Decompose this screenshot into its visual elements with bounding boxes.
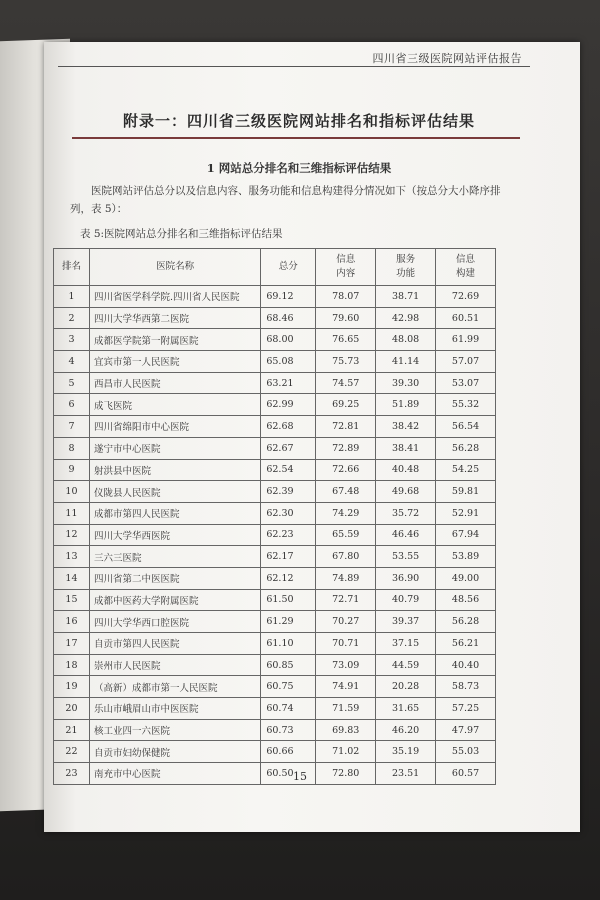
cell-service-function: 51.89 [376, 394, 436, 416]
cell-hospital-name: 四川省绵阳市中心医院 [89, 416, 260, 438]
cell-service-function: 35.19 [376, 741, 436, 763]
cell-info-content: 78.07 [316, 286, 376, 308]
cell-rank: 7 [54, 416, 90, 438]
cell-rank: 13 [54, 546, 90, 568]
cell-total-score: 61.10 [261, 633, 316, 655]
cell-info-build: 57.25 [436, 698, 496, 720]
cell-info-build: 56.21 [436, 633, 496, 655]
cell-info-build: 55.03 [436, 741, 496, 763]
section-title: 1 网站总分排名和三维指标评估结果 [206, 161, 392, 175]
cell-info-content: 67.80 [316, 546, 376, 568]
cell-info-build: 55.32 [436, 394, 496, 416]
header-service-function [376, 249, 436, 286]
cell-rank: 3 [54, 329, 90, 351]
header-hospital-name: 医院名称 [89, 249, 260, 286]
cell-total-score: 60.73 [261, 719, 316, 741]
cell-rank: 5 [54, 372, 90, 394]
cell-service-function: 31.65 [376, 698, 436, 720]
cell-info-content: 72.71 [316, 589, 376, 611]
cell-service-function: 39.30 [376, 372, 436, 394]
cell-rank: 11 [54, 502, 90, 524]
cell-service-function: 49.68 [376, 481, 436, 503]
cell-service-function: 35.72 [376, 502, 436, 524]
table-row [54, 589, 496, 611]
table-row [54, 502, 496, 524]
cell-info-build: 48.56 [436, 589, 496, 611]
cell-info-content: 74.29 [316, 502, 376, 524]
cell-hospital-name: 成都市第四人民医院 [89, 502, 260, 524]
cell-hospital-name: 崇州市人民医院 [89, 654, 260, 676]
cell-rank: 20 [54, 698, 90, 720]
cell-total-score: 62.99 [261, 394, 316, 416]
cell-info-content: 72.81 [316, 416, 376, 438]
cell-service-function: 39.37 [376, 611, 436, 633]
table-row [54, 307, 496, 329]
cell-info-build: 57.07 [436, 351, 496, 373]
cell-hospital-name: 仪陇县人民医院 [89, 481, 260, 503]
cell-info-content: 76.65 [316, 329, 376, 351]
cell-total-score: 68.46 [261, 307, 316, 329]
table-row [54, 286, 496, 308]
cell-service-function: 42.98 [376, 307, 436, 329]
cell-info-content: 69.83 [316, 719, 376, 741]
header-rank: 排名 [54, 249, 90, 286]
cell-info-build: 53.07 [436, 372, 496, 394]
cell-rank: 16 [54, 611, 90, 633]
cell-info-build: 49.00 [436, 567, 496, 589]
cell-service-function: 40.48 [376, 459, 436, 481]
table-row [54, 654, 496, 676]
table-body [54, 286, 496, 785]
cell-rank: 2 [54, 307, 90, 329]
cell-service-function: 46.20 [376, 719, 436, 741]
cell-service-function: 38.71 [376, 286, 436, 308]
cell-total-score: 62.12 [261, 567, 316, 589]
cell-service-function: 37.15 [376, 633, 436, 655]
cell-hospital-name: 宜宾市第一人民医院 [89, 351, 260, 373]
cell-total-score: 61.50 [261, 589, 316, 611]
cell-service-function: 20.28 [376, 676, 436, 698]
cell-info-build: 58.73 [436, 676, 496, 698]
cell-hospital-name: 自贡市第四人民医院 [89, 633, 260, 655]
cell-info-build: 61.99 [436, 329, 496, 351]
table-row [54, 676, 496, 698]
title-rule [72, 137, 520, 139]
cell-service-function: 53.55 [376, 546, 436, 568]
cell-total-score: 62.54 [261, 459, 316, 481]
cell-total-score: 60.66 [261, 741, 316, 763]
cell-hospital-name: 四川省第二中医医院 [89, 567, 260, 589]
cell-hospital-name: 核工业四一六医院 [89, 719, 260, 741]
cell-info-build: 40.40 [436, 654, 496, 676]
cell-hospital-name: 成都中医药大学附属医院 [89, 589, 260, 611]
cell-total-score: 60.50 [261, 763, 316, 785]
cell-info-build: 53.89 [436, 546, 496, 568]
cell-rank: 10 [54, 481, 90, 503]
running-header: 四川省三级医院网站评估报告 [372, 52, 522, 65]
cell-rank: 18 [54, 654, 90, 676]
table-row [54, 611, 496, 633]
cell-info-build: 56.28 [436, 611, 496, 633]
cell-rank: 8 [54, 437, 90, 459]
cell-info-content: 74.91 [316, 676, 376, 698]
table-row [54, 524, 496, 546]
table-row [54, 394, 496, 416]
cell-hospital-name: 成都医学院第一附属医院 [89, 329, 260, 351]
cell-total-score: 60.74 [261, 698, 316, 720]
cell-rank: 23 [54, 763, 90, 785]
table-row [54, 719, 496, 741]
cell-info-content: 69.25 [316, 394, 376, 416]
cell-info-content: 72.66 [316, 459, 376, 481]
header-build-line1: 信息 [456, 254, 476, 265]
cell-total-score: 62.39 [261, 481, 316, 503]
table-row [54, 416, 496, 438]
table-row [54, 372, 496, 394]
ranking-table [53, 248, 496, 785]
cell-rank: 6 [54, 394, 90, 416]
cell-info-build: 47.97 [436, 719, 496, 741]
table-row [54, 481, 496, 503]
header-info-build [436, 249, 496, 286]
cell-hospital-name: 成飞医院 [89, 394, 260, 416]
cell-info-build: 60.51 [436, 307, 496, 329]
cell-service-function: 48.08 [376, 329, 436, 351]
cell-hospital-name: 四川大学华西口腔医院 [89, 611, 260, 633]
table-row [54, 567, 496, 589]
cell-info-content: 67.48 [316, 481, 376, 503]
cell-hospital-name: 四川大学华西第二医院 [89, 307, 260, 329]
cell-info-content: 65.59 [316, 524, 376, 546]
table-row [54, 459, 496, 481]
header-info-content [316, 249, 376, 286]
page-number: 15 [293, 770, 307, 783]
cell-service-function: 41.14 [376, 351, 436, 373]
cell-service-function: 23.51 [376, 763, 436, 785]
cell-total-score: 65.08 [261, 351, 316, 373]
cell-info-build: 67.94 [436, 524, 496, 546]
cell-service-function: 38.41 [376, 437, 436, 459]
cell-service-function: 44.59 [376, 654, 436, 676]
header-info-line2: 内容 [336, 268, 356, 279]
cell-service-function: 40.79 [376, 589, 436, 611]
cell-info-content: 72.89 [316, 437, 376, 459]
header-rule [58, 66, 530, 67]
cell-info-content: 75.73 [316, 351, 376, 373]
cell-total-score: 62.30 [261, 502, 316, 524]
cell-hospital-name: （高新）成都市第一人民医院 [89, 676, 260, 698]
table-row [54, 437, 496, 459]
cell-total-score: 60.75 [261, 676, 316, 698]
cell-rank: 19 [54, 676, 90, 698]
cell-info-content: 70.71 [316, 633, 376, 655]
cell-info-build: 72.69 [436, 286, 496, 308]
cell-info-build: 54.25 [436, 459, 496, 481]
cell-service-function: 46.46 [376, 524, 436, 546]
cell-total-score: 62.68 [261, 416, 316, 438]
cell-rank: 14 [54, 567, 90, 589]
table-caption: 表 5:医院网站总分排名和三维指标评估结果 [80, 228, 283, 240]
table-row [54, 633, 496, 655]
cell-total-score: 60.85 [261, 654, 316, 676]
cell-service-function: 36.90 [376, 567, 436, 589]
cell-hospital-name: 西昌市人民医院 [89, 372, 260, 394]
cell-info-build: 60.57 [436, 763, 496, 785]
cell-rank: 12 [54, 524, 90, 546]
cell-service-function: 38.42 [376, 416, 436, 438]
header-service-line2: 功能 [396, 268, 416, 279]
cell-hospital-name: 四川大学华西医院 [89, 524, 260, 546]
cell-total-score: 62.23 [261, 524, 316, 546]
cell-info-content: 74.57 [316, 372, 376, 394]
table-row [54, 351, 496, 373]
cell-rank: 9 [54, 459, 90, 481]
cell-total-score: 62.67 [261, 437, 316, 459]
table-row [54, 698, 496, 720]
cell-total-score: 63.21 [261, 372, 316, 394]
intro-paragraph: 医院网站评估总分以及信息内容、服务功能和信息构建得分情况如下（按总分大小降序排列，表 5）： [70, 185, 501, 215]
cell-info-content: 73.09 [316, 654, 376, 676]
cell-hospital-name: 遂宁市中心医院 [89, 437, 260, 459]
cell-info-build: 52.91 [436, 502, 496, 524]
header-build-line2: 构建 [456, 268, 476, 279]
cell-hospital-name: 四川省医学科学院.四川省人民医院 [89, 286, 260, 308]
cell-total-score: 68.00 [261, 329, 316, 351]
cell-info-content: 79.60 [316, 307, 376, 329]
table-header-row [54, 249, 496, 286]
cell-rank: 21 [54, 719, 90, 741]
cell-total-score: 69.12 [261, 286, 316, 308]
appendix-title: 附录一：四川省三级医院网站排名和指标评估结果 [122, 112, 475, 130]
cell-info-content: 71.02 [316, 741, 376, 763]
cell-hospital-name: 三六三医院 [89, 546, 260, 568]
table-row [54, 546, 496, 568]
cell-total-score: 62.17 [261, 546, 316, 568]
cell-info-content: 71.59 [316, 698, 376, 720]
header-total-score: 总分 [261, 249, 316, 286]
table-row [54, 741, 496, 763]
cell-info-content: 72.80 [316, 763, 376, 785]
header-info-line1: 信息 [336, 254, 356, 265]
header-service-line1: 服务 [396, 254, 416, 265]
cell-info-build: 59.81 [436, 481, 496, 503]
cell-hospital-name: 自贡市妇幼保健院 [89, 741, 260, 763]
cell-rank: 1 [54, 286, 90, 308]
cell-hospital-name: 射洪县中医院 [89, 459, 260, 481]
cell-rank: 15 [54, 589, 90, 611]
table-row [54, 329, 496, 351]
cell-rank: 17 [54, 633, 90, 655]
cell-rank: 22 [54, 741, 90, 763]
cell-info-content: 70.27 [316, 611, 376, 633]
cell-info-build: 56.54 [436, 416, 496, 438]
cell-hospital-name: 南充市中心医院 [89, 763, 260, 785]
cell-info-build: 56.28 [436, 437, 496, 459]
cell-info-content: 74.89 [316, 567, 376, 589]
cell-total-score: 61.29 [261, 611, 316, 633]
cell-rank: 4 [54, 351, 90, 373]
cell-hospital-name: 乐山市峨眉山市中医医院 [89, 698, 260, 720]
